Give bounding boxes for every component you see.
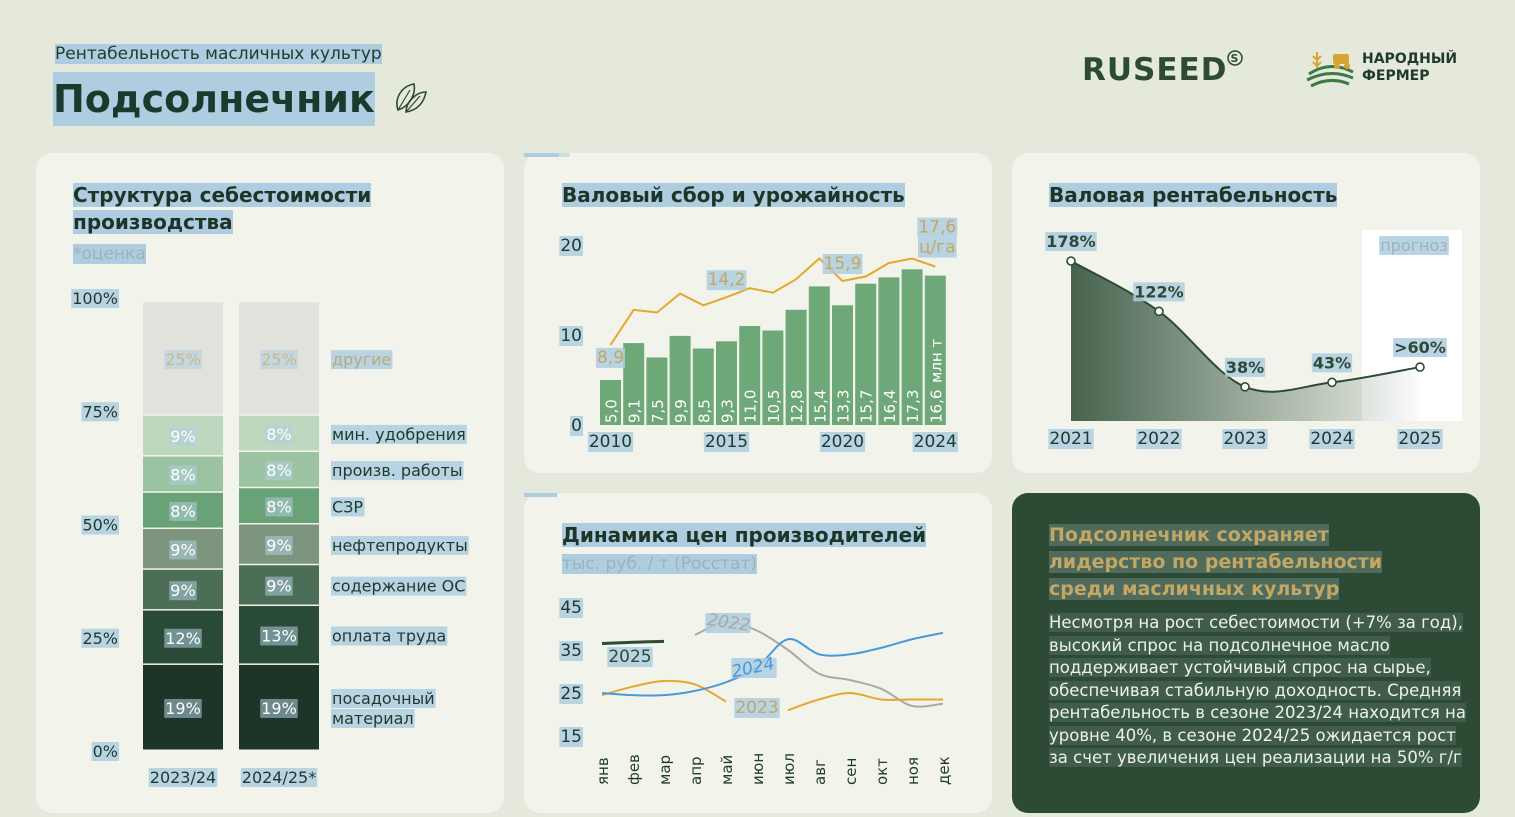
profit-point bbox=[1067, 257, 1075, 265]
bar-value-label: 9,9 bbox=[672, 399, 691, 423]
price-card-subtitle: тыс. руб. / т (Росстат) bbox=[562, 554, 757, 574]
x-tick-label: 2023 bbox=[1223, 429, 1267, 449]
insight-body: Несмотря на рост себестоимости (+7% за год), высокий спрос на подсолнечное масло поддерживает устойчивый спрос на сырье, обеспечивая стабильную доходность. Средняя рентабельность в сезоне 2023/24 находится на уровне 40%, в сезоне 2024/25 ожидается рост за счет увеличения цен реализации на 50% г/г bbox=[1049, 613, 1466, 767]
month-label: фев bbox=[625, 754, 643, 785]
segment-label: 19% bbox=[261, 698, 297, 718]
month-label: апр bbox=[687, 756, 705, 785]
price-line-2023 bbox=[602, 681, 726, 702]
bar-value-label: 8,5 bbox=[695, 399, 714, 423]
harvest-card-title: Валовый сбор и урожайность bbox=[562, 183, 905, 207]
y-tick-label: 45 bbox=[560, 598, 582, 618]
label-highlight bbox=[524, 153, 569, 157]
segment-label: 8% bbox=[266, 424, 292, 444]
segment-label: 8% bbox=[266, 497, 292, 517]
month-label: авг bbox=[811, 759, 829, 785]
cost-card-note: *оценка bbox=[73, 244, 146, 264]
profit-value-label: >60% bbox=[1394, 338, 1446, 358]
month-label: сен bbox=[842, 757, 860, 785]
bar-value-label: 12,8 bbox=[788, 389, 807, 423]
segment-label: 9% bbox=[266, 535, 292, 555]
y-tick-label: 20 bbox=[560, 236, 582, 256]
bar-value-label: 16,4 bbox=[880, 389, 899, 423]
bar-value-label: 9,3 bbox=[718, 399, 737, 423]
legend-label: оплата труда bbox=[332, 626, 447, 646]
y-tick-label: 100% bbox=[72, 289, 118, 308]
segment-label: 8% bbox=[170, 465, 196, 485]
y-tick-label: 0 bbox=[571, 416, 582, 436]
y-tick-label: 25% bbox=[82, 628, 118, 648]
yield-annotation: 8,9 bbox=[596, 347, 625, 368]
harvest-chart bbox=[524, 153, 992, 473]
segment-label: 19% bbox=[165, 698, 201, 718]
month-label: июн bbox=[749, 752, 767, 785]
profitability-chart bbox=[1012, 153, 1480, 473]
page-title: Подсолнечник bbox=[53, 72, 375, 126]
price-line-2023 bbox=[788, 693, 943, 710]
ruseed-logo: RUSEED $^S$ bbox=[1082, 52, 1243, 88]
x-tick-label: 2015 bbox=[704, 432, 749, 452]
segment-label: 8% bbox=[170, 501, 196, 521]
legend-label: содержание ОС bbox=[332, 576, 466, 596]
svg-text:S: S bbox=[1231, 52, 1240, 65]
yield-unit-label: ц/га bbox=[918, 237, 956, 258]
farmer-logo-icon bbox=[1303, 46, 1357, 92]
x-tick-label: 2010 bbox=[588, 432, 633, 452]
segment-label: 9% bbox=[266, 576, 292, 596]
y-tick-label: 25 bbox=[560, 684, 582, 704]
profit-point bbox=[1416, 363, 1424, 371]
bar-value-label: 5,0 bbox=[602, 399, 621, 423]
series-label-2024: 2024 bbox=[729, 653, 777, 683]
month-label: янв bbox=[594, 757, 612, 785]
page-subtitle: Рентабельность масличных культур bbox=[55, 44, 382, 64]
y-tick-label: 50% bbox=[82, 515, 118, 535]
sunflower-seed-icon bbox=[392, 80, 432, 116]
profit-point bbox=[1241, 383, 1249, 391]
month-label: июл bbox=[780, 753, 798, 785]
legend-label: посадочный bbox=[332, 688, 435, 708]
x-tick-label: 2020 bbox=[820, 432, 865, 452]
insight-title: Подсолнечник сохраняет лидерство по рентабельности среди масличных культур bbox=[1049, 524, 1383, 600]
legend-label: другие bbox=[332, 350, 392, 370]
price-line-2025 bbox=[602, 641, 664, 643]
month-label: ноя bbox=[904, 756, 922, 785]
y-tick-label: 75% bbox=[82, 402, 118, 422]
x-tick-label: 2025 bbox=[1398, 429, 1442, 449]
category-label: 2023/24 bbox=[149, 768, 217, 787]
profit-point bbox=[1155, 307, 1163, 315]
profit-value-label: 178% bbox=[1046, 232, 1096, 251]
bar-value-label: 16,6 bbox=[927, 389, 946, 423]
price-chart bbox=[524, 493, 992, 813]
profitability-card-title: Валовая рентабельность bbox=[1049, 183, 1338, 207]
x-tick-label: 2021 bbox=[1049, 429, 1093, 449]
bar-value-label: 15,7 bbox=[857, 389, 876, 423]
legend-label: мин. удобрения bbox=[332, 424, 466, 444]
forecast-label: прогноз bbox=[1380, 236, 1448, 255]
profit-value-label: 122% bbox=[1134, 282, 1184, 302]
category-label: 2024/25* bbox=[241, 768, 317, 787]
farmer-logo-text: НАРОДНЫЙ ФЕРМЕР bbox=[1362, 51, 1458, 84]
bar-value-label: 15,4 bbox=[811, 389, 830, 423]
bar-value-label: 17,3 bbox=[904, 389, 923, 423]
yield-annotation: 14,2 bbox=[707, 270, 746, 291]
yield-annotation: 17,6 bbox=[918, 217, 957, 238]
bar-value-label: 9,1 bbox=[625, 399, 644, 423]
month-label: дек bbox=[935, 756, 953, 785]
y-tick-label: 10 bbox=[560, 326, 582, 346]
month-label: мар bbox=[656, 754, 674, 785]
cost-structure-chart bbox=[36, 153, 504, 813]
series-label-2022: 2022 bbox=[705, 610, 752, 636]
series-label-2025: 2025 bbox=[608, 647, 652, 667]
segment-label: 9% bbox=[170, 581, 196, 601]
legend-label: нефтепродукты bbox=[332, 535, 468, 555]
segment-label: 13% bbox=[261, 626, 297, 646]
yield-annotation: 15,9 bbox=[823, 254, 862, 274]
bar-value-label: 10,5 bbox=[764, 389, 783, 423]
bar-value-label: 11,0 bbox=[741, 389, 760, 423]
x-tick-label: 2024 bbox=[913, 432, 957, 452]
segment-label: 9% bbox=[170, 427, 196, 447]
profit-value-label: 43% bbox=[1312, 353, 1352, 373]
y-tick-label: 15 bbox=[560, 727, 582, 747]
segment-label: 9% bbox=[170, 540, 196, 560]
bar-value-label: 13,3 bbox=[834, 389, 853, 423]
y-tick-label: 35 bbox=[560, 641, 582, 661]
label-highlight bbox=[524, 493, 554, 497]
segment-label: 25% bbox=[165, 350, 201, 370]
series-label-2023: 2023 bbox=[735, 698, 779, 718]
y-tick-label: 0% bbox=[92, 742, 118, 761]
legend-label: материал bbox=[332, 708, 414, 728]
price-card-title: Динамика цен производителей bbox=[562, 523, 927, 547]
bar-value-label: 7,5 bbox=[648, 399, 667, 423]
month-label: май bbox=[718, 754, 736, 785]
segment-label: 25% bbox=[261, 350, 297, 370]
profit-value-label: 38% bbox=[1225, 357, 1265, 377]
x-tick-label: 2024 bbox=[1310, 429, 1354, 449]
profit-point bbox=[1328, 378, 1336, 386]
segment-label: 12% bbox=[165, 628, 201, 648]
x-tick-label: 2022 bbox=[1137, 429, 1181, 449]
legend-label: СЗР bbox=[332, 497, 364, 517]
legend-label: произв. работы bbox=[332, 461, 463, 481]
cost-card-title: Структура себестоимости производства bbox=[73, 183, 372, 234]
month-label: окт bbox=[873, 758, 891, 785]
segment-label: 8% bbox=[266, 461, 292, 481]
bar-unit-label: млн т bbox=[927, 338, 946, 383]
